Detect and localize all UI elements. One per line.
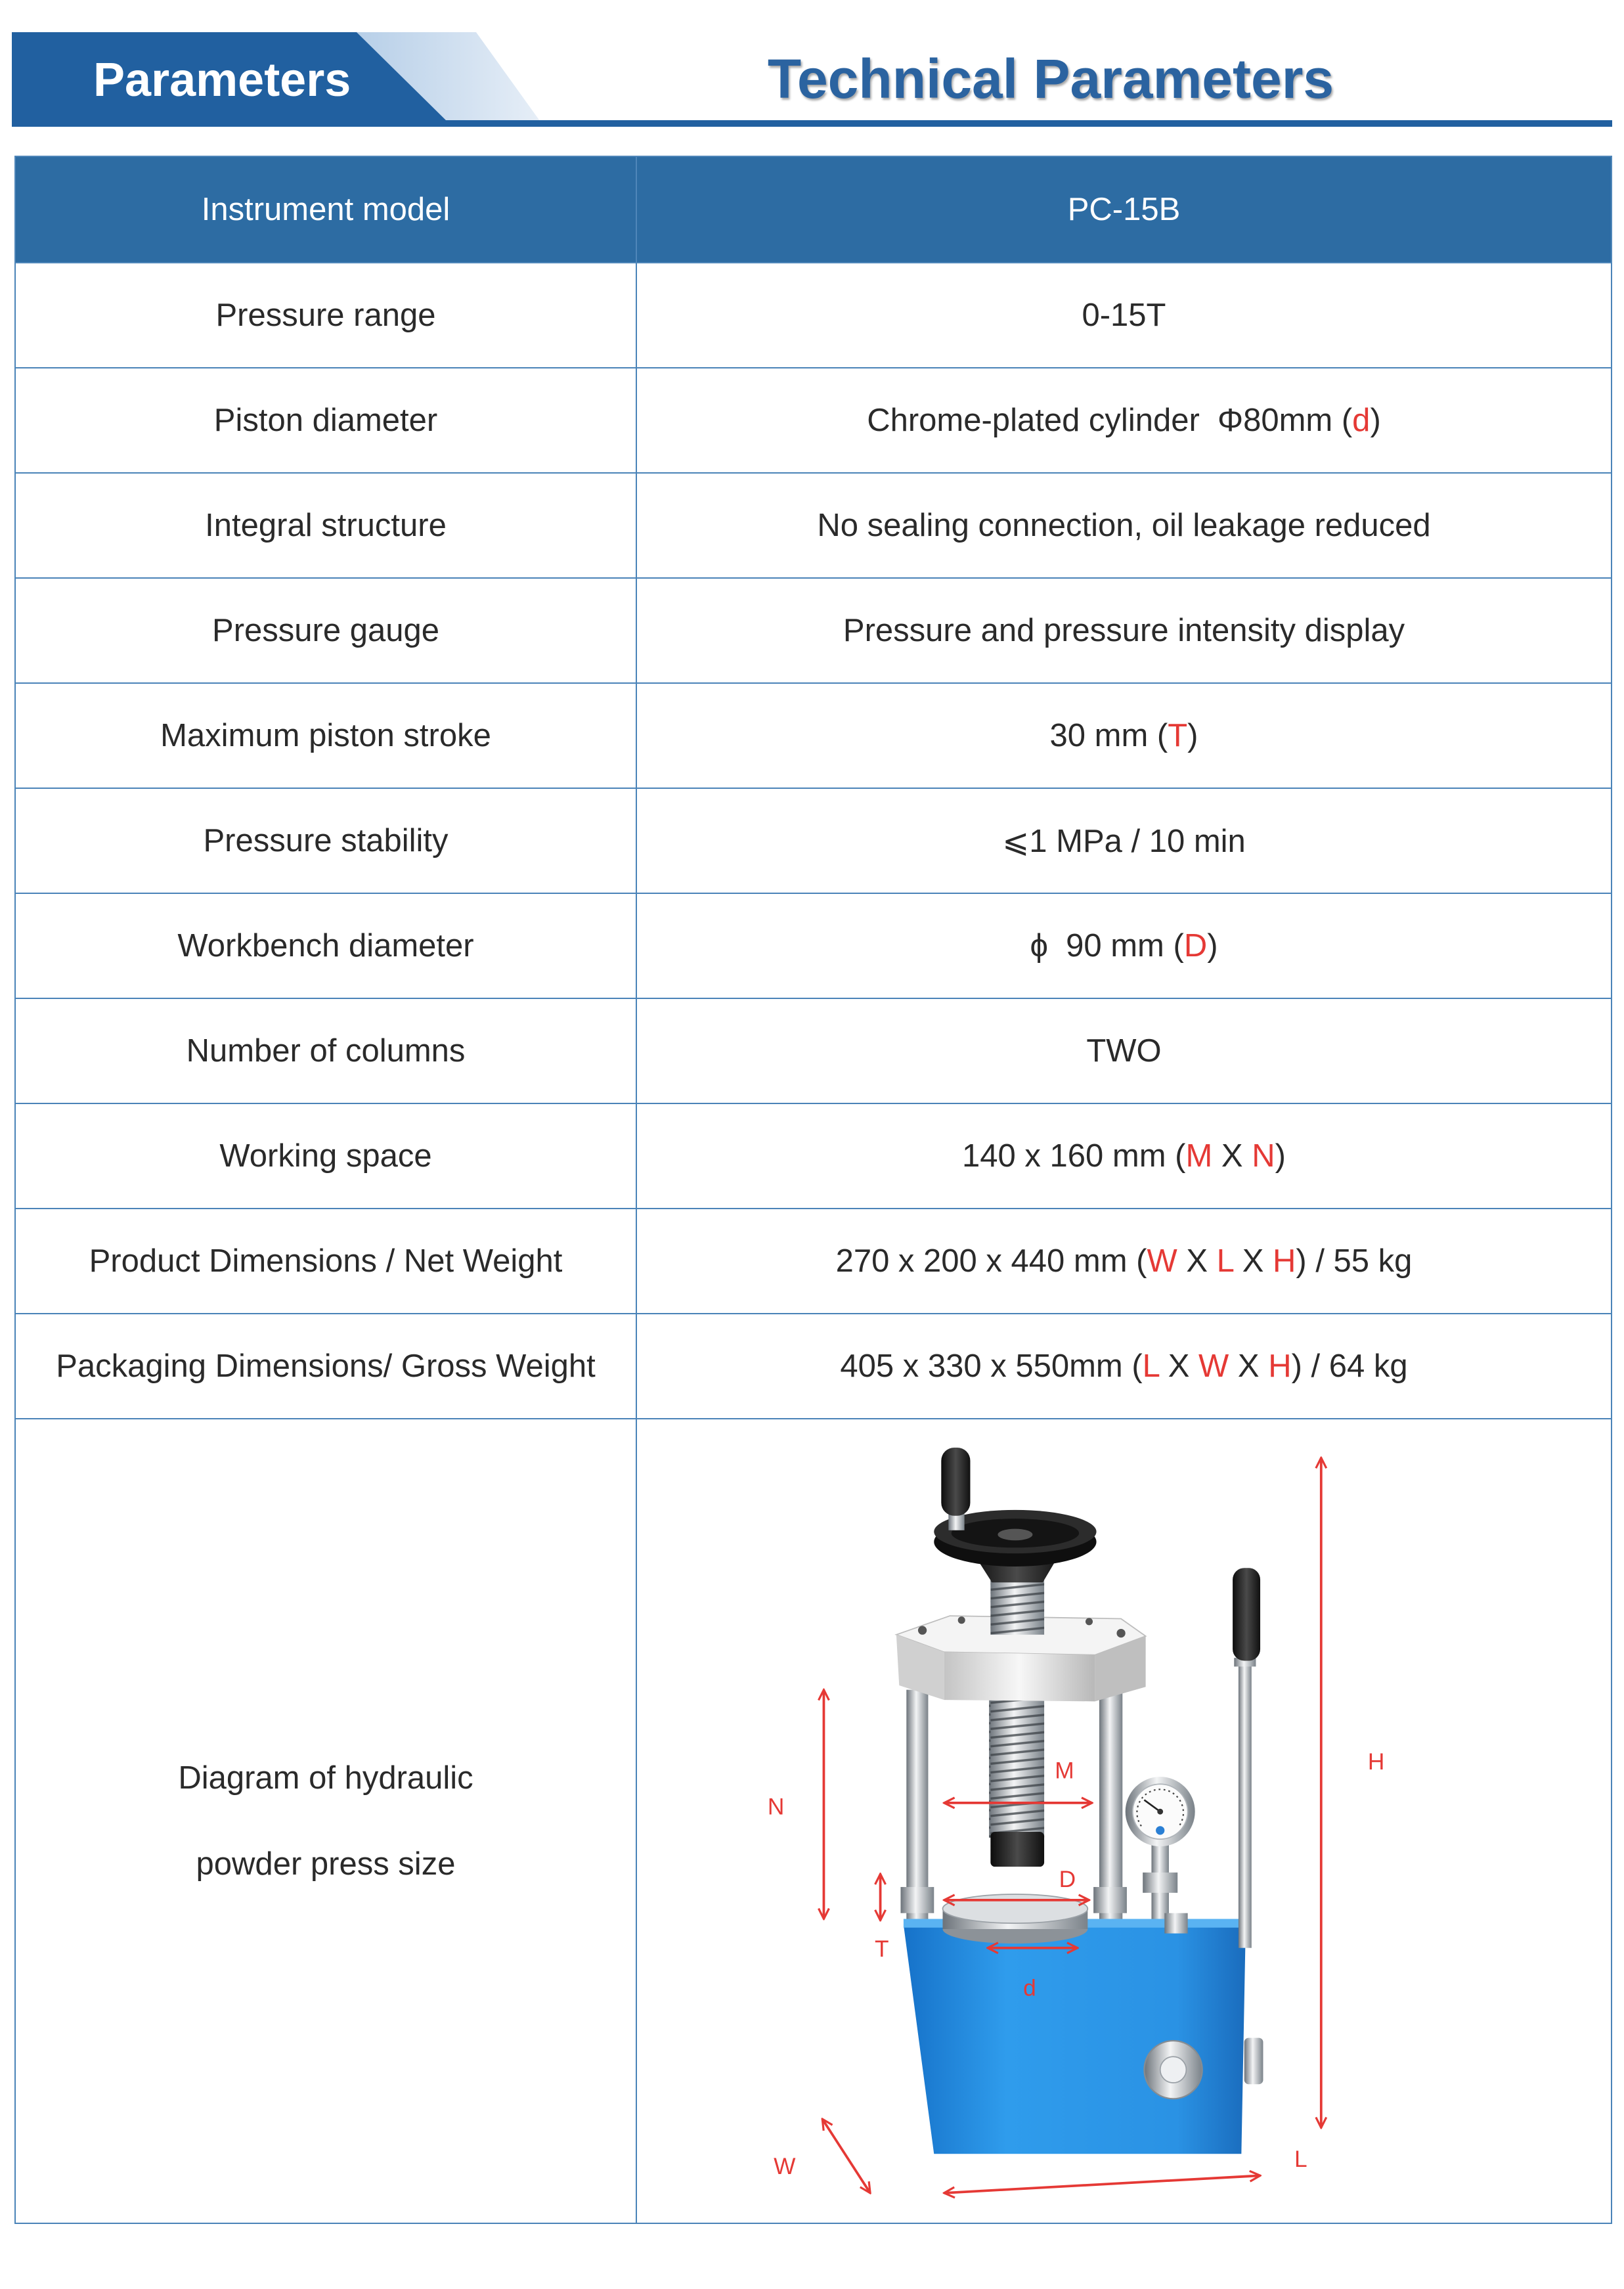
spec-row <box>15 473 1612 578</box>
spec-label: Piston diameter <box>15 368 636 473</box>
value-text: ) <box>1207 928 1218 964</box>
handwheel-hub <box>998 1529 1032 1541</box>
base-plug <box>1164 1913 1187 1934</box>
page-title: Technical Parameters <box>767 48 1334 110</box>
release-knob-center <box>1160 2056 1187 2083</box>
value-text: ) <box>1187 718 1198 753</box>
press-base <box>904 1924 1246 2154</box>
height-label: H <box>1367 1749 1385 1775</box>
bolt <box>918 1626 927 1635</box>
spec-row <box>15 788 1612 893</box>
bolt <box>958 1616 965 1624</box>
upper-screw-threads <box>990 1576 1044 1634</box>
workbench-top <box>943 1894 1088 1923</box>
spec-label: Pressure range <box>15 263 636 368</box>
pump-handle-grip <box>1233 1568 1260 1660</box>
spec-value <box>636 1314 1612 1419</box>
piston-diameter-label: d <box>1023 1975 1036 2001</box>
value-text: Chrome-plated cylinder Φ80mm ( <box>867 403 1353 438</box>
diagram-cell <box>636 1419 1612 2223</box>
side-fitting <box>1244 2038 1263 2085</box>
handwheel-handle <box>941 1448 970 1516</box>
spec-label: Packaging Dimensions/ Gross Weight <box>15 1314 636 1419</box>
spec-label: Integral structure <box>15 473 636 578</box>
working-height-label: N <box>767 1794 785 1820</box>
value-text: 0-15T <box>1082 298 1166 333</box>
length-label: L <box>1294 2146 1307 2173</box>
spec-label: Working space <box>15 1103 636 1209</box>
pressure-gauge-badge <box>1156 1826 1164 1834</box>
value-text: ) / 64 kg <box>1291 1348 1408 1384</box>
width-arrow <box>822 2119 870 2193</box>
dimension-letter: N <box>1252 1138 1275 1174</box>
value-text: 405 x 330 x 550mm ( <box>840 1348 1143 1384</box>
length-arrow <box>944 2175 1260 2192</box>
header-value-cell: PC-15B <box>636 156 1612 263</box>
value-text: X <box>1233 1243 1273 1279</box>
value-text: ) / 55 kg <box>1296 1243 1413 1279</box>
dimension-letter: M <box>1185 1138 1213 1174</box>
spec-value <box>636 893 1612 998</box>
spec-value <box>636 473 1612 578</box>
dimension-letter: H <box>1273 1243 1296 1279</box>
spec-value <box>636 998 1612 1103</box>
spec-row <box>15 1103 1612 1209</box>
spec-value <box>636 1103 1612 1209</box>
spec-value <box>636 578 1612 683</box>
spec-value <box>636 368 1612 473</box>
spec-label: Workbench diameter <box>15 893 636 998</box>
spec-label: Pressure stability <box>15 788 636 893</box>
diagram-label-line: Diagram of hydraulic <box>178 1760 473 1796</box>
spec-value <box>636 1209 1612 1314</box>
value-text: ⩽1 MPa / 10 min <box>1002 823 1246 859</box>
spec-label: Pressure gauge <box>15 578 636 683</box>
working-width-label: M <box>1055 1758 1074 1784</box>
spec-row <box>15 368 1612 473</box>
dimension-letter: T <box>1168 718 1188 753</box>
lower-screw-threads <box>989 1690 1044 1838</box>
diagram-label-line: powder press size <box>196 1846 456 1882</box>
spec-row <box>15 998 1612 1103</box>
spec-value <box>636 263 1612 368</box>
width-label: W <box>774 2154 796 2180</box>
spec-row <box>15 578 1612 683</box>
workbench-diameter-label: D <box>1059 1866 1076 1892</box>
value-text: Pressure and pressure intensity display <box>843 613 1405 648</box>
value-text: TWO <box>1086 1033 1162 1069</box>
spec-label: Number of columns <box>15 998 636 1103</box>
value-text: ) <box>1370 403 1381 438</box>
press-diagram <box>637 1420 1611 2222</box>
table-header-row <box>15 156 1612 263</box>
value-text: ) <box>1275 1138 1286 1174</box>
header-rule <box>12 120 1612 127</box>
header-label-cell: Instrument model <box>15 156 636 263</box>
tab-label: Parameters <box>93 54 351 106</box>
spec-value <box>636 788 1612 893</box>
value-text: X <box>1229 1348 1269 1384</box>
spec-row <box>15 1314 1612 1419</box>
value-text: 140 x 160 mm ( <box>962 1138 1186 1174</box>
value-text: 270 x 200 x 440 mm ( <box>835 1243 1147 1279</box>
dimension-letter: H <box>1268 1348 1292 1384</box>
gauge-fitting <box>1143 1873 1177 1893</box>
dimension-letter: D <box>1183 928 1208 964</box>
spec-label: Product Dimensions / Net Weight <box>15 1209 636 1314</box>
spec-row <box>15 893 1612 998</box>
value-text: 30 mm ( <box>1049 718 1168 753</box>
value-text: X <box>1212 1138 1252 1174</box>
spec-row <box>15 263 1612 368</box>
diagram-row <box>15 1419 1612 2223</box>
column-collar-right <box>1093 1887 1127 1913</box>
dimension-letter: L <box>1142 1348 1160 1384</box>
spec-row <box>15 1209 1612 1314</box>
value-text: ϕ 90 mm ( <box>1030 928 1184 964</box>
value-text: No sealing connection, oil leakage reduced <box>817 508 1431 543</box>
pump-handle-rod <box>1239 1658 1252 1948</box>
spec-value <box>636 683 1612 788</box>
column-collar-left <box>900 1887 934 1913</box>
dimension-letter: W <box>1198 1348 1229 1384</box>
bolt <box>1116 1629 1125 1637</box>
value-text: X <box>1177 1243 1217 1279</box>
spec-row <box>15 683 1612 788</box>
diagram-label-cell <box>15 1419 636 2223</box>
dimension-letter: d <box>1352 403 1371 438</box>
plunger <box>990 1832 1044 1867</box>
parameters-table <box>14 156 1612 2224</box>
dimension-letter: L <box>1216 1243 1234 1279</box>
pressure-gauge-center <box>1157 1809 1163 1815</box>
dimension-letter: W <box>1147 1243 1177 1279</box>
piston-stroke-label: T <box>874 1936 889 1962</box>
spec-label: Maximum piston stroke <box>15 683 636 788</box>
crosshead-front-face <box>944 1652 1095 1701</box>
value-text: X <box>1159 1348 1199 1384</box>
bolt <box>1086 1618 1093 1625</box>
